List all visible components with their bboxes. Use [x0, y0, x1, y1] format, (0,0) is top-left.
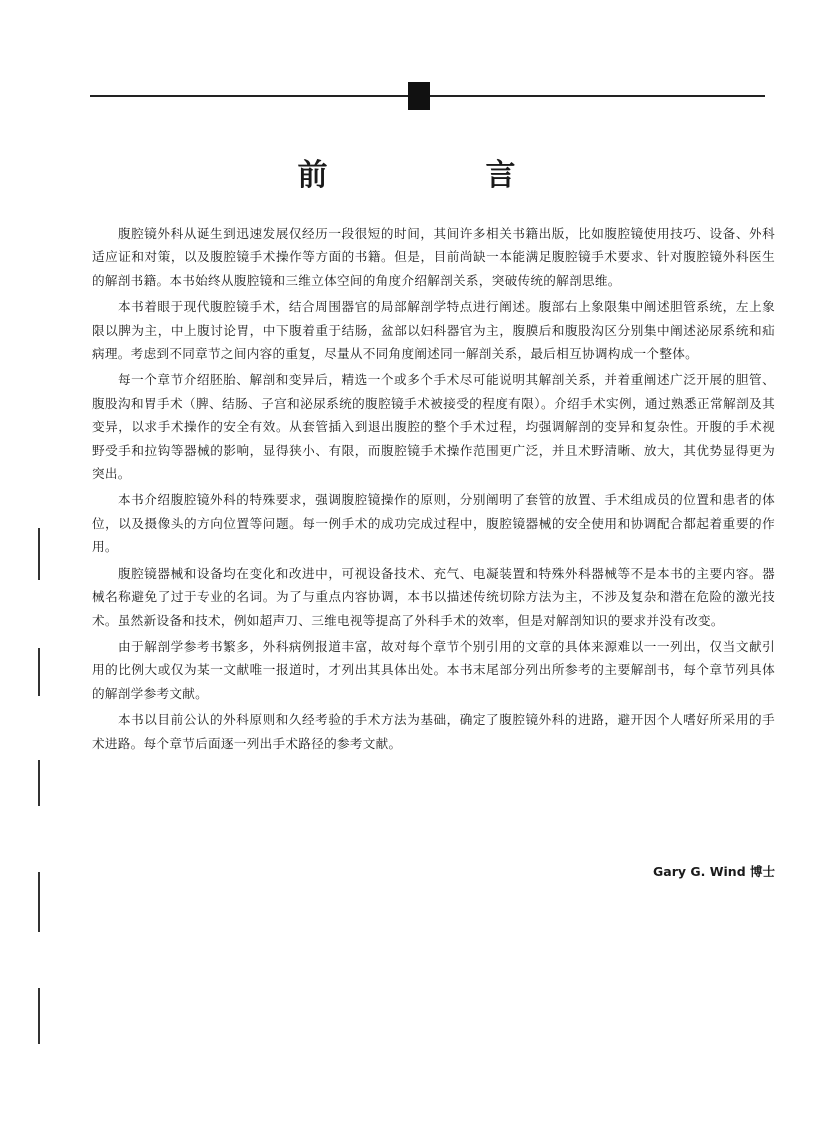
paragraph: 腹腔镜器械和设备均在变化和改进中，可视设备技术、充气、电凝装置和特殊外科器械等不是本书的主要内容。器械名称避免了过于专业的名词。为了与重点内容协调，本书以描述传统切除方法为主，不涉及复杂和潜在危险的激光技术。虽然新设备和技术，例如超声刀、三维电视等提高了外科手术的效率，但是对解剖知识的要求并没有改变。	[92, 565, 775, 628]
page-title: 前 言	[297, 158, 580, 193]
author-signature: Gary G. Wind 博士	[653, 864, 775, 879]
binding-mark	[38, 988, 40, 1044]
header-rule-right	[430, 95, 765, 97]
preface-body	[92, 222, 775, 758]
paragraph: 每一个章节介绍胚胎、解剖和变异后，精选一个或多个手术尽可能说明其解剖关系，并着重阐述广泛开展的胆管、腹股沟和胃手术（脾、结肠、子宫和泌尿系统的腹腔镜手术被接受的程度有限）。介绍手术实例，通过熟悉正常解剖及其变异，以求手术操作的安全有效。从套管插入到退出腹腔的整个手术过程，均强调解剖的变异和复杂性。开腹的手术视野受手和拉钩等器械的影响，显得狭小、有限，而腹腔镜手术操作范围更广泛，并且术野清晰、放大，其优势显得更为突出。	[92, 372, 775, 482]
binding-mark	[38, 528, 40, 580]
binding-mark	[38, 760, 40, 806]
header-rule-left	[90, 95, 408, 97]
binding-mark	[38, 872, 40, 932]
header-block-marker	[408, 82, 430, 110]
paragraph: 本书介绍腹腔镜外科的特殊要求，强调腹腔镜操作的原则，分别阐明了套管的放置、手术组成员的位置和患者的体位，以及摄像头的方向位置等问题。每一例手术的成功完成过程中，腹腔镜器械的安全使用和协调配合都起着重要的作用。	[92, 492, 775, 555]
binding-mark	[38, 648, 40, 696]
paragraph: 本书以目前公认的外科原则和久经考验的手术方法为基础，确定了腹腔镜外科的进路，避开因个人嗜好所采用的手术进路。每个章节后面逐一列出手术路径的参考文献。	[92, 712, 775, 751]
paragraph: 由于解剖学参考书繁多，外科病例报道丰富，故对每个章节个别引用的文章的具体来源难以一一列出，仅当文献引用的比例大或仅为某一文献唯一报道时，才列出其具体出处。本书末尾部分列出所参考的主要解剖书，每个章节列具体的解剖学参考文献。	[92, 638, 775, 701]
paragraph: 腹腔镜外科从诞生到迅速发展仅经历一段很短的时间，其间许多相关书籍出版，比如腹腔镜使用技巧、设备、外科适应证和对策，以及腹腔镜手术操作等方面的书籍。但是，目前尚缺一本能满足腹腔镜手术要求、针对腹腔镜外科医生的解剖书籍。本书始终从腹腔镜和三维立体空间的角度介绍解剖关系，突破传统的解剖思维。	[92, 226, 775, 288]
paragraph: 本书着眼于现代腹腔镜手术，结合周围器官的局部解剖学特点进行阐述。腹部右上象限集中阐述胆管系统，左上象限以脾为主，中上腹讨论胃，中下腹着重于结肠，盆部以妇科器官为主，腹膜后和腹股沟区分别集中阐述泌尿系统和疝病理。考虑到不同章节之间内容的重复，尽量从不同角度阐述同一解剖关系，最后相互协调构成一个整体。	[92, 299, 775, 362]
